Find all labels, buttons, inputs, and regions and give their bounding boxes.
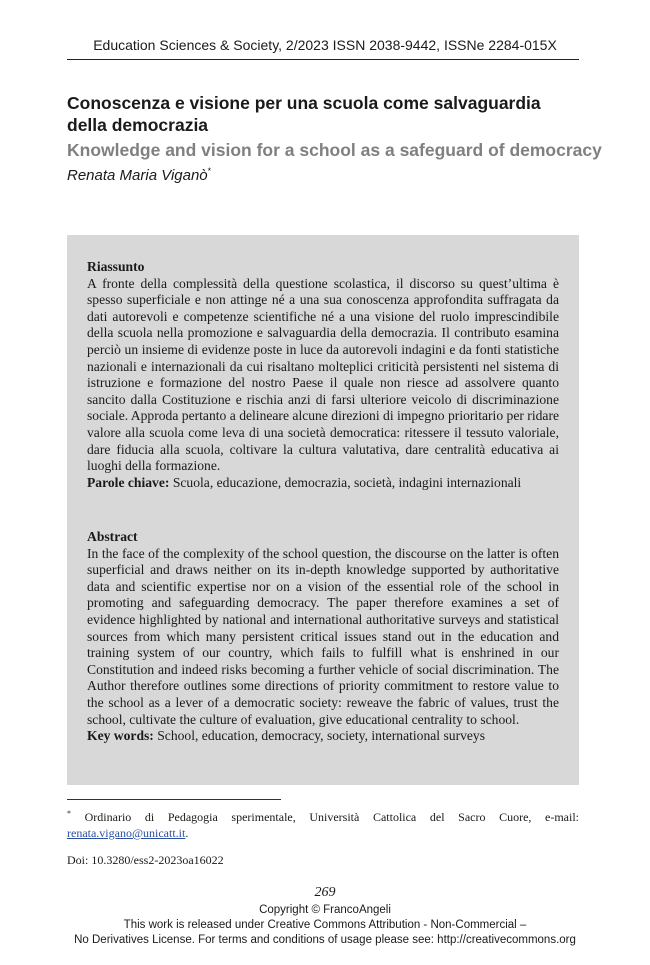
header-divider	[67, 59, 579, 60]
author-name	[67, 161, 211, 186]
doi: Doi: 10.3280/ess2-2023oa16022	[67, 853, 224, 867]
page-number: 269	[314, 885, 336, 900]
riassunto-text: A fronte della complessità della questione scolastica, il discorso su quest’ultima è spesso superficiale e non attinge né a una sua conoscenza approfondita suffragata da dati autorevoli e competenze scientifiche né a una visione del ruolo imprescindibile della scuola nella promozione e salvaguardia della democrazia. Il contributo esamina perciò un insieme di evidenze poste in luce da autorevoli indagini e da fonti statistiche nazionali e internazionali da cui risaltano molteplici criticità persistenti nel sistema di istruzione e formazione del nostro Paese il quale non riesce ad assolvere quanto sancito dalla Costituzione e rischia anzi di farsi ulteriore veicolo di discriminazione sociale. Approda pertanto a delineare alcune direzioni di impegno prioritario per ridare valore alla scuola come leva di una società democratica: ritessere il tessuto valoriale, dare fiducia alla scuola, coltivare la cultura valutativa, dare centralità educativa ai luoghi della formazione.	[87, 275, 559, 474]
author-footnote-mark: *	[207, 166, 212, 176]
footnote-divider	[67, 799, 281, 800]
license-line-1: This work is released under Creative Commons Attribution - Non-Commercial –	[123, 919, 527, 931]
abstract-keywords-label: Key words:	[87, 728, 154, 744]
footnote-trailing: .	[185, 826, 189, 840]
article-title-english: Knowledge and vision for a school as a safeguard of democracy	[67, 140, 602, 160]
footnote-mark: *	[67, 809, 71, 818]
abstract-keywords-text: School, education, democracy, society, international surveys	[157, 728, 486, 744]
riassunto-heading: Riassunto	[87, 259, 145, 274]
journal-header: Education Sciences & Society, 2/2023 ISSN 2038-9442, ISSNe 2284-015X	[93, 37, 557, 53]
riassunto-keywords-label: Parole chiave:	[87, 474, 170, 490]
author-name-text: Renata Maria Viganò	[67, 167, 208, 184]
abstract-keywords	[87, 728, 559, 745]
author-email-link[interactable]: renata.vigano@unicatt.it	[67, 826, 186, 840]
abstract-section	[87, 529, 559, 745]
abstract-text: In the face of the complexity of the school question, the discourse on the latter is often superficial and draws neither on its in-depth knowledge supported by authoritative data and scientific expertise nor on a vision of the essential role of the school in promoting and safeguarding democracy. The paper therefore examines a set of evidence highlighted by national and international authoritative surveys and statistical sources from which many persistent critical issues stand out in the education and training system of our country, which fails to fulfill what is enshrined in our Constitution and indeed risks becoming a further vehicle of social discrimination. The Author therefore outlines some directions of priority commitment to restore value to the school as a lever of a democratic society: reweave the fabric of values, trust the school, cultivate the culture of evaluation, give educational centrality to school.	[87, 545, 559, 727]
abstract-heading: Abstract	[87, 529, 138, 544]
riassunto-keywords	[87, 475, 559, 492]
license-footer	[0, 903, 650, 948]
footnote	[67, 806, 579, 841]
article-title-italian: Conoscenza e visione per una scuola come salvaguardia della democrazia	[67, 93, 541, 135]
footnote-text: Ordinario di Pedagogia sperimentale, Università Cattolica del Sacro Cuore, e-mail:	[84, 810, 580, 824]
license-line-2: No Derivatives License. For terms and conditions of usage please see: http://creativecommons.org	[74, 934, 576, 946]
riassunto-keywords-text: Scuola, educazione, democrazia, società, indagini internazionali	[172, 474, 522, 490]
abstract-box	[67, 235, 579, 785]
copyright-line: Copyright © FrancoAngeli	[259, 904, 391, 916]
riassunto-section	[87, 259, 559, 491]
